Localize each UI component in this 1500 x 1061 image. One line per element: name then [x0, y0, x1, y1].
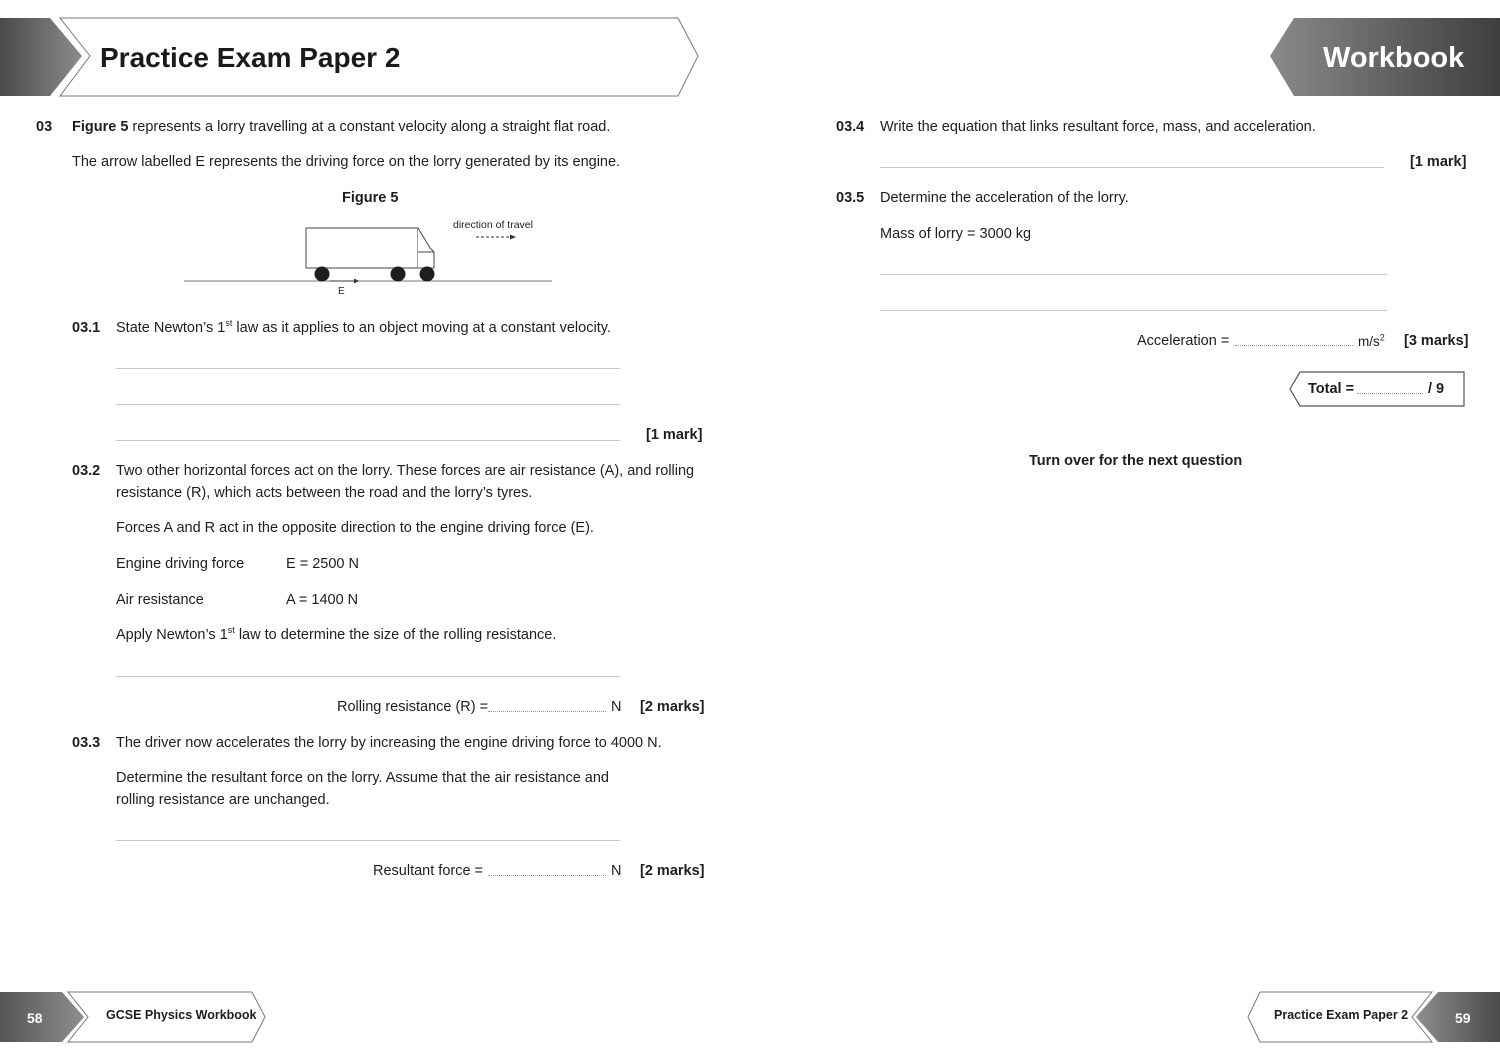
answer-line[interactable] — [116, 404, 620, 405]
question-text: State Newton’s 1st law as it applies to an object moving at a constant velocity. — [116, 318, 611, 336]
marks-label: [3 marks] — [1404, 333, 1469, 349]
answer-line[interactable] — [116, 440, 620, 441]
answer-line[interactable] — [880, 274, 1387, 275]
figure-force-label: E — [338, 286, 345, 297]
marks-label: [1 mark] — [646, 427, 703, 443]
footer-label-left: GCSE Physics Workbook — [106, 1008, 257, 1022]
force-arrow-icon — [354, 279, 359, 284]
direction-arrow-icon — [510, 235, 516, 240]
question-number: 03.3 — [72, 735, 101, 751]
question-number: 03 — [36, 119, 53, 135]
marks-label: [2 marks] — [640, 699, 705, 715]
question-number: 03.2 — [72, 463, 101, 479]
question-text: rolling resistance are unchanged. — [116, 792, 330, 808]
answer-blank[interactable] — [1235, 345, 1353, 346]
answer-label: Rolling resistance (R) = — [337, 699, 489, 715]
footer-label-right: Practice Exam Paper 2 — [1274, 1008, 1409, 1022]
question-number: 03.4 — [836, 119, 865, 135]
question-intro-2: The arrow labelled E represents the driving force on the lorry generated by its engine. — [72, 154, 621, 170]
answer-blank[interactable] — [488, 875, 606, 876]
marks-label: [1 mark] — [1410, 154, 1467, 170]
page-number-right: 59 — [1455, 1010, 1471, 1026]
page-title-left: Practice Exam Paper 2 — [100, 42, 401, 73]
question-number: 03.5 — [836, 190, 865, 206]
answer-blank[interactable] — [488, 711, 606, 712]
question-text: Determine the acceleration of the lorry. — [880, 190, 1129, 206]
answer-line[interactable] — [880, 310, 1387, 311]
answer-unit: $m/s^2$ — [1358, 332, 1385, 349]
question-text: Forces A and R act in the opposite direction to the engine driving force (E). — [116, 520, 594, 536]
question-text: resistance (R), which acts between the road and the lorry’s tyres. — [116, 485, 533, 501]
question-text: Determine the resultant force on the lorry. Assume that the air resistance and — [116, 770, 609, 786]
turn-over-note: Turn over for the next question — [1029, 453, 1243, 469]
answer-unit: N — [611, 699, 622, 715]
data-value: Mass of lorry = 3000 kg — [880, 226, 1032, 242]
page-number-left: 58 — [27, 1010, 43, 1026]
data-value: A = 1400 N — [286, 592, 359, 608]
data-value: E = 2500 N — [286, 556, 359, 572]
answer-line[interactable] — [880, 167, 1384, 168]
answer-line[interactable] — [116, 368, 620, 369]
question-text: Write the equation that links resultant force, mass, and acceleration. — [880, 119, 1316, 135]
marks-label: [2 marks] — [640, 863, 705, 879]
page-title-right: Workbook — [1323, 42, 1465, 74]
answer-label: Acceleration = — [1137, 333, 1230, 349]
answer-line[interactable] — [116, 676, 620, 677]
total-label: Total = — [1308, 381, 1355, 397]
answer-line[interactable] — [116, 840, 620, 841]
figure-direction-label: direction of travel — [453, 219, 533, 231]
figure-title: Figure 5 — [342, 190, 399, 206]
answer-unit: N — [611, 863, 622, 879]
question-text: The driver now accelerates the lorry by increasing the engine driving force to 4000 N. — [116, 735, 662, 751]
question-intro: Figure 5 represents a lorry travelling at a constant velocity along a straight flat road. — [72, 119, 611, 135]
answer-label: Resultant force = — [373, 863, 484, 879]
total-blank[interactable] — [1357, 393, 1423, 394]
question-number: 03.1 — [72, 320, 101, 336]
question-text: Two other horizontal forces act on the lorry. These forces are air resistance (A), and rolling — [116, 463, 695, 479]
data-label: Engine driving force — [116, 556, 245, 572]
wheel-icon — [315, 267, 330, 282]
question-text: Apply Newton’s 1st law to determine the size of the rolling resistance. — [116, 625, 557, 643]
total-out-of: / 9 — [1428, 381, 1445, 397]
data-label: Air resistance — [116, 592, 204, 608]
